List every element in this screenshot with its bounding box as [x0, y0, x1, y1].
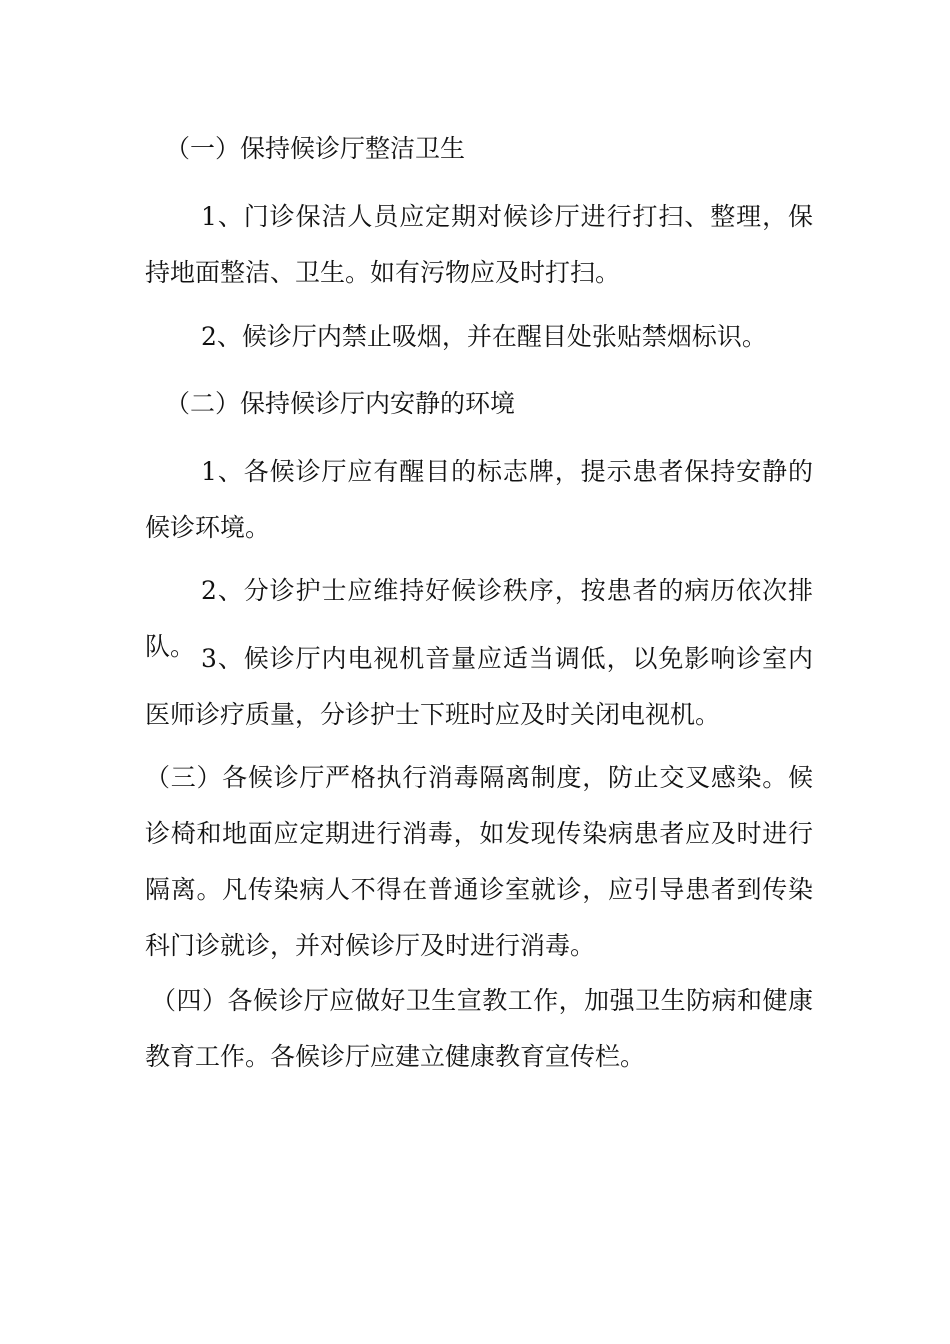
- paragraph-1-2: 2、候诊厅内禁止吸烟，并在醒目处张贴禁烟标识。: [201, 322, 767, 351]
- paragraph-2-3: 3、候诊厅内电视机音量应适当调低，以免影响诊室内医师诊疗质量，分诊护士下班时应及时关闭电视机。: [145, 644, 813, 729]
- paragraph-2-1: 1、各候诊厅应有醒目的标志牌，提示患者保持安静的候诊环境。: [145, 457, 813, 542]
- paragraph-1-1: 1、门诊保洁人员应定期对候诊厅进行打扫、整理，保持地面整洁、卫生。如有污物应及时打扫。: [145, 202, 813, 287]
- section-heading-2: （二）保持候诊厅内安静的环境: [165, 389, 516, 418]
- paragraph-2-2: 2、分诊护士应维持好候诊秩序，按患者的病历依次排队。: [145, 576, 813, 661]
- section-paragraph-4: （四）各候诊厅应做好卫生宣教工作，加强卫生防病和健康教育工作。各候诊厅应建立健康教育宣传栏。: [145, 986, 813, 1071]
- section-heading-1: （一）保持候诊厅整洁卫生: [165, 134, 466, 163]
- section-paragraph-3: （三）各候诊厅严格执行消毒隔离制度，防止交叉感染。候诊椅和地面应定期进行消毒，如发现传染病患者应及时进行隔离。凡传染病人不得在普通诊室就诊，应引导患者到传染科门诊就诊，并对候诊厅及时进行消毒。: [145, 763, 813, 960]
